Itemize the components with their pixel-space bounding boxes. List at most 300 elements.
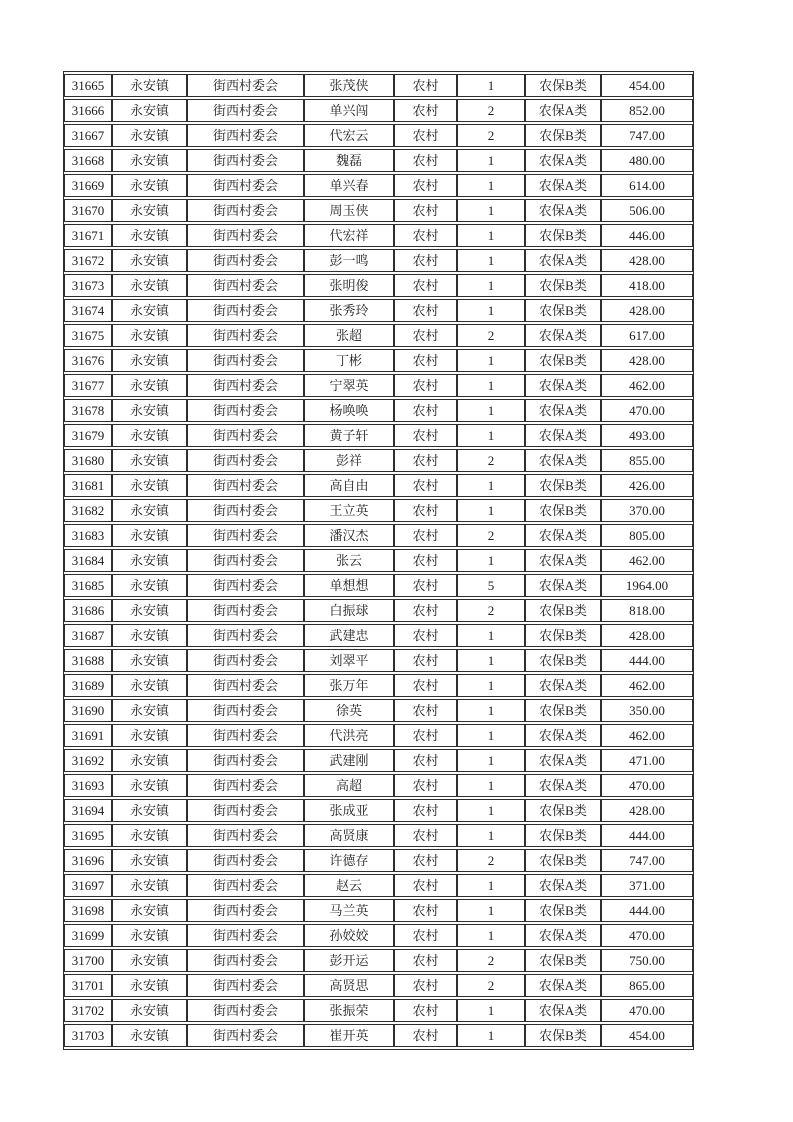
table-cell: 魏磊: [304, 149, 394, 172]
table-cell: 街西村委会: [187, 149, 304, 172]
table-cell: 31682: [64, 499, 112, 522]
table-cell: 31686: [64, 599, 112, 622]
table-cell: 农村: [394, 949, 457, 972]
table-cell: 宁翠英: [304, 374, 394, 397]
table-cell: 31697: [64, 874, 112, 897]
table-cell: 永安镇: [112, 299, 187, 322]
table-cell: 永安镇: [112, 224, 187, 247]
table-cell: 街西村委会: [187, 1024, 304, 1047]
table-cell: 426.00: [601, 474, 693, 497]
table-cell: 许德存: [304, 849, 394, 872]
table-cell: 农村: [394, 649, 457, 672]
table-cell: 农村: [394, 974, 457, 997]
table-cell: 永安镇: [112, 99, 187, 122]
table-cell: 农村: [394, 749, 457, 772]
table-cell: 614.00: [601, 174, 693, 197]
table-cell: 永安镇: [112, 474, 187, 497]
table-cell: 1: [457, 874, 525, 897]
table-cell: 1: [457, 824, 525, 847]
table-cell: 1: [457, 749, 525, 772]
table-cell: 31679: [64, 424, 112, 447]
table-cell: 街西村委会: [187, 699, 304, 722]
table-cell: 农村: [394, 549, 457, 572]
table-row: [64, 449, 693, 472]
table-cell: 1: [457, 374, 525, 397]
table-cell: 永安镇: [112, 874, 187, 897]
table-row: [64, 424, 693, 447]
beneficiary-table: [63, 71, 694, 1050]
table-cell: 31667: [64, 124, 112, 147]
table-cell: 彭开运: [304, 949, 394, 972]
table-row: [64, 1024, 693, 1047]
table-cell: 张万年: [304, 674, 394, 697]
table-cell: 428.00: [601, 299, 693, 322]
table-cell: 街西村委会: [187, 224, 304, 247]
table-cell: 街西村委会: [187, 374, 304, 397]
table-cell: 2: [457, 324, 525, 347]
table-cell: 潘汉杰: [304, 524, 394, 547]
table-cell: 农村: [394, 799, 457, 822]
table-cell: 永安镇: [112, 999, 187, 1022]
table-cell: 428.00: [601, 349, 693, 372]
table-row: [64, 149, 693, 172]
table-cell: 农村: [394, 1024, 457, 1047]
table-cell: 农村: [394, 424, 457, 447]
table-cell: 462.00: [601, 549, 693, 572]
table-cell: 31700: [64, 949, 112, 972]
table-cell: 31685: [64, 574, 112, 597]
table-cell: 街西村委会: [187, 774, 304, 797]
table-cell: 444.00: [601, 824, 693, 847]
table-cell: 街西村委会: [187, 399, 304, 422]
table-cell: 街西村委会: [187, 874, 304, 897]
table-cell: 2: [457, 99, 525, 122]
table-cell: 农村: [394, 474, 457, 497]
table-cell: 街西村委会: [187, 299, 304, 322]
table-cell: 街西村委会: [187, 74, 304, 97]
table-cell: 农保A类: [525, 399, 601, 422]
table-cell: 农村: [394, 924, 457, 947]
table-cell: 永安镇: [112, 574, 187, 597]
table-cell: 永安镇: [112, 599, 187, 622]
table-cell: 农村: [394, 449, 457, 472]
table-row: [64, 649, 693, 672]
table-cell: 农保B类: [525, 949, 601, 972]
table-cell: 永安镇: [112, 699, 187, 722]
table-cell: 农保B类: [525, 224, 601, 247]
table-cell: 街西村委会: [187, 949, 304, 972]
table-cell: 街西村委会: [187, 724, 304, 747]
table-cell: 张明俊: [304, 274, 394, 297]
table-cell: 1: [457, 149, 525, 172]
table-cell: 农村: [394, 149, 457, 172]
table-cell: 街西村委会: [187, 999, 304, 1022]
table-cell: 街西村委会: [187, 524, 304, 547]
table-cell: 周玉侠: [304, 199, 394, 222]
table-cell: 永安镇: [112, 449, 187, 472]
table-cell: 1: [457, 999, 525, 1022]
table-cell: 农保A类: [525, 574, 601, 597]
table-row: [64, 99, 693, 122]
table-cell: 街西村委会: [187, 124, 304, 147]
table-cell: 31687: [64, 624, 112, 647]
table-cell: 高贤康: [304, 824, 394, 847]
table-row: [64, 699, 693, 722]
table-row: [64, 74, 693, 97]
table-row: [64, 524, 693, 547]
table-cell: 张秀玲: [304, 299, 394, 322]
table-cell: 31698: [64, 899, 112, 922]
table-cell: 永安镇: [112, 899, 187, 922]
table-cell: 农村: [394, 849, 457, 872]
table-cell: 高贤思: [304, 974, 394, 997]
table-cell: 31699: [64, 924, 112, 947]
table-row: [64, 299, 693, 322]
table-cell: 永安镇: [112, 524, 187, 547]
table-cell: 街西村委会: [187, 974, 304, 997]
table-cell: 永安镇: [112, 649, 187, 672]
table-cell: 428.00: [601, 624, 693, 647]
table-cell: 马兰英: [304, 899, 394, 922]
table-row: [64, 374, 693, 397]
table-cell: 31678: [64, 399, 112, 422]
table-cell: 805.00: [601, 524, 693, 547]
table-cell: 永安镇: [112, 949, 187, 972]
table-cell: 1: [457, 349, 525, 372]
table-cell: 农村: [394, 99, 457, 122]
table-cell: 永安镇: [112, 349, 187, 372]
table-cell: 农村: [394, 999, 457, 1022]
table-cell: 街西村委会: [187, 349, 304, 372]
table-row: [64, 724, 693, 747]
table-cell: 农保A类: [525, 974, 601, 997]
table-cell: 31690: [64, 699, 112, 722]
table-cell: 446.00: [601, 224, 693, 247]
table-cell: 永安镇: [112, 374, 187, 397]
table-cell: 农保B类: [525, 649, 601, 672]
table-row: [64, 549, 693, 572]
table-cell: 永安镇: [112, 124, 187, 147]
table-row: [64, 824, 693, 847]
table-cell: 农保B类: [525, 499, 601, 522]
table-cell: 农保A类: [525, 149, 601, 172]
table-row: [64, 499, 693, 522]
table-cell: 张成亚: [304, 799, 394, 822]
table-row: [64, 474, 693, 497]
table-cell: 农村: [394, 324, 457, 347]
table-cell: 1: [457, 1024, 525, 1047]
table-cell: 街西村委会: [187, 199, 304, 222]
table-cell: 黄子轩: [304, 424, 394, 447]
table-cell: 1: [457, 274, 525, 297]
table-cell: 街西村委会: [187, 799, 304, 822]
table-cell: 张超: [304, 324, 394, 347]
table-cell: 农保A类: [525, 99, 601, 122]
table-row: [64, 399, 693, 422]
table-cell: 31696: [64, 849, 112, 872]
table-cell: 街西村委会: [187, 249, 304, 272]
table-cell: 31665: [64, 74, 112, 97]
table-cell: 农村: [394, 174, 457, 197]
table-cell: 1: [457, 424, 525, 447]
table-cell: 454.00: [601, 74, 693, 97]
table-cell: 2: [457, 599, 525, 622]
table-row: [64, 974, 693, 997]
table-cell: 武建忠: [304, 624, 394, 647]
table-cell: 农村: [394, 199, 457, 222]
table-cell: 永安镇: [112, 849, 187, 872]
table-cell: 371.00: [601, 874, 693, 897]
table-cell: 永安镇: [112, 324, 187, 347]
table-cell: 农保B类: [525, 299, 601, 322]
table-cell: 农村: [394, 349, 457, 372]
table-cell: 农村: [394, 299, 457, 322]
table-cell: 31669: [64, 174, 112, 197]
table-row: [64, 324, 693, 347]
table-cell: 永安镇: [112, 199, 187, 222]
table-cell: 农保A类: [525, 874, 601, 897]
table-cell: 永安镇: [112, 799, 187, 822]
table-row: [64, 224, 693, 247]
table-cell: 农保B类: [525, 474, 601, 497]
table-cell: 农保A类: [525, 774, 601, 797]
table-cell: 农保A类: [525, 724, 601, 747]
table-cell: 农保B类: [525, 124, 601, 147]
table-cell: 852.00: [601, 99, 693, 122]
table-cell: 农保A类: [525, 199, 601, 222]
table-cell: 471.00: [601, 749, 693, 772]
table-cell: 470.00: [601, 774, 693, 797]
table-cell: 31674: [64, 299, 112, 322]
table-cell: 单兴闯: [304, 99, 394, 122]
table-cell: 617.00: [601, 324, 693, 347]
table-row: [64, 674, 693, 697]
table-cell: 街西村委会: [187, 674, 304, 697]
table-cell: 农保A类: [525, 449, 601, 472]
table-cell: 747.00: [601, 124, 693, 147]
table-cell: 街西村委会: [187, 449, 304, 472]
table-row: [64, 849, 693, 872]
table-cell: 永安镇: [112, 674, 187, 697]
table-cell: 农村: [394, 899, 457, 922]
table-cell: 农保A类: [525, 999, 601, 1022]
table-cell: 白振球: [304, 599, 394, 622]
table-cell: 462.00: [601, 374, 693, 397]
table-cell: 31691: [64, 724, 112, 747]
table-cell: 农村: [394, 624, 457, 647]
table-cell: 428.00: [601, 249, 693, 272]
table-cell: 1: [457, 924, 525, 947]
table-cell: 武建刚: [304, 749, 394, 772]
table-cell: 赵云: [304, 874, 394, 897]
table-cell: 永安镇: [112, 549, 187, 572]
table-cell: 刘翠平: [304, 649, 394, 672]
table-cell: 1: [457, 249, 525, 272]
table-cell: 31673: [64, 274, 112, 297]
table-row: [64, 874, 693, 897]
table-cell: 428.00: [601, 799, 693, 822]
table-cell: 农保A类: [525, 249, 601, 272]
table-cell: 农村: [394, 399, 457, 422]
table-cell: 31676: [64, 349, 112, 372]
table-cell: 470.00: [601, 924, 693, 947]
table-row: [64, 774, 693, 797]
table-cell: 高超: [304, 774, 394, 797]
table-row: [64, 624, 693, 647]
table-cell: 农保B类: [525, 849, 601, 872]
table-cell: 农保B类: [525, 699, 601, 722]
table-cell: 永安镇: [112, 174, 187, 197]
table-cell: 2: [457, 949, 525, 972]
table-cell: 张茂侠: [304, 74, 394, 97]
table-cell: 代宏祥: [304, 224, 394, 247]
table-cell: 永安镇: [112, 274, 187, 297]
table-cell: 1: [457, 499, 525, 522]
table-cell: 永安镇: [112, 424, 187, 447]
table-cell: 31681: [64, 474, 112, 497]
table-cell: 462.00: [601, 674, 693, 697]
table-row: [64, 124, 693, 147]
table-cell: 1: [457, 74, 525, 97]
table-cell: 街西村委会: [187, 749, 304, 772]
table-cell: 农保B类: [525, 349, 601, 372]
table-cell: 1: [457, 899, 525, 922]
table-cell: 31677: [64, 374, 112, 397]
table-cell: 855.00: [601, 449, 693, 472]
table-cell: 代洪亮: [304, 724, 394, 747]
table-row: [64, 349, 693, 372]
table-cell: 农保A类: [525, 374, 601, 397]
table-cell: 1: [457, 699, 525, 722]
table-cell: 370.00: [601, 499, 693, 522]
table-cell: 31680: [64, 449, 112, 472]
table-cell: 1: [457, 724, 525, 747]
table-cell: 1: [457, 649, 525, 672]
table-cell: 865.00: [601, 974, 693, 997]
table-cell: 农村: [394, 524, 457, 547]
table-cell: 31692: [64, 749, 112, 772]
table-cell: 31701: [64, 974, 112, 997]
table-cell: 31694: [64, 799, 112, 822]
table-cell: 永安镇: [112, 724, 187, 747]
table-cell: 农村: [394, 374, 457, 397]
table-cell: 31670: [64, 199, 112, 222]
table-cell: 1: [457, 624, 525, 647]
table-cell: 462.00: [601, 724, 693, 747]
table-cell: 2: [457, 849, 525, 872]
table-cell: 农保A类: [525, 324, 601, 347]
table-cell: 农保A类: [525, 674, 601, 697]
table-cell: 孙姣姣: [304, 924, 394, 947]
table-cell: 徐英: [304, 699, 394, 722]
table-cell: 农村: [394, 249, 457, 272]
table-cell: 永安镇: [112, 74, 187, 97]
table-cell: 农村: [394, 824, 457, 847]
table-cell: 永安镇: [112, 624, 187, 647]
table-row: [64, 999, 693, 1022]
table-cell: 农保B类: [525, 799, 601, 822]
table-cell: 31703: [64, 1024, 112, 1047]
table-cell: 街西村委会: [187, 274, 304, 297]
table-cell: 杨唤唤: [304, 399, 394, 422]
table-cell: 1: [457, 174, 525, 197]
table-cell: 1: [457, 299, 525, 322]
table-cell: 农保A类: [525, 524, 601, 547]
table-cell: 1: [457, 199, 525, 222]
table-cell: 丁彬: [304, 349, 394, 372]
table-cell: 农保B类: [525, 274, 601, 297]
table-cell: 31668: [64, 149, 112, 172]
table-cell: 2: [457, 524, 525, 547]
table-cell: 街西村委会: [187, 474, 304, 497]
table-cell: 444.00: [601, 899, 693, 922]
table-cell: 农村: [394, 774, 457, 797]
table-cell: 农保A类: [525, 749, 601, 772]
table-cell: 31671: [64, 224, 112, 247]
table-cell: 单兴春: [304, 174, 394, 197]
table-cell: 永安镇: [112, 924, 187, 947]
table-cell: 单想想: [304, 574, 394, 597]
table-cell: 31693: [64, 774, 112, 797]
table-cell: 农村: [394, 124, 457, 147]
table-cell: 街西村委会: [187, 624, 304, 647]
table-cell: 350.00: [601, 699, 693, 722]
table-row: [64, 174, 693, 197]
table-cell: 480.00: [601, 149, 693, 172]
table-cell: 2: [457, 449, 525, 472]
table-cell: 444.00: [601, 649, 693, 672]
table-row: [64, 574, 693, 597]
table-cell: 农村: [394, 74, 457, 97]
table-cell: 31683: [64, 524, 112, 547]
table-cell: 街西村委会: [187, 424, 304, 447]
table-cell: 农村: [394, 874, 457, 897]
table-cell: 农保B类: [525, 624, 601, 647]
table-cell: 街西村委会: [187, 649, 304, 672]
table-cell: 750.00: [601, 949, 693, 972]
table-cell: 农村: [394, 699, 457, 722]
table-cell: 农村: [394, 599, 457, 622]
table-cell: 农保B类: [525, 1024, 601, 1047]
table-row: [64, 599, 693, 622]
table-cell: 31684: [64, 549, 112, 572]
table-cell: 1: [457, 474, 525, 497]
table-cell: 张振荣: [304, 999, 394, 1022]
table-cell: 农村: [394, 674, 457, 697]
table-cell: 街西村委会: [187, 99, 304, 122]
table-cell: 农保A类: [525, 549, 601, 572]
table-cell: 永安镇: [112, 399, 187, 422]
table-cell: 农保B类: [525, 599, 601, 622]
table-row: [64, 899, 693, 922]
table-cell: 1: [457, 674, 525, 697]
table-cell: 街西村委会: [187, 924, 304, 947]
table-cell: 街西村委会: [187, 899, 304, 922]
table-cell: 街西村委会: [187, 549, 304, 572]
table-cell: 818.00: [601, 599, 693, 622]
table-cell: 王立英: [304, 499, 394, 522]
table-cell: 农保A类: [525, 924, 601, 947]
table-cell: 1: [457, 799, 525, 822]
table-row: [64, 799, 693, 822]
table-cell: 街西村委会: [187, 599, 304, 622]
table-cell: 农保B类: [525, 74, 601, 97]
table-cell: 街西村委会: [187, 174, 304, 197]
table-cell: 493.00: [601, 424, 693, 447]
table-cell: 高自由: [304, 474, 394, 497]
table-cell: 470.00: [601, 399, 693, 422]
table-cell: 31672: [64, 249, 112, 272]
